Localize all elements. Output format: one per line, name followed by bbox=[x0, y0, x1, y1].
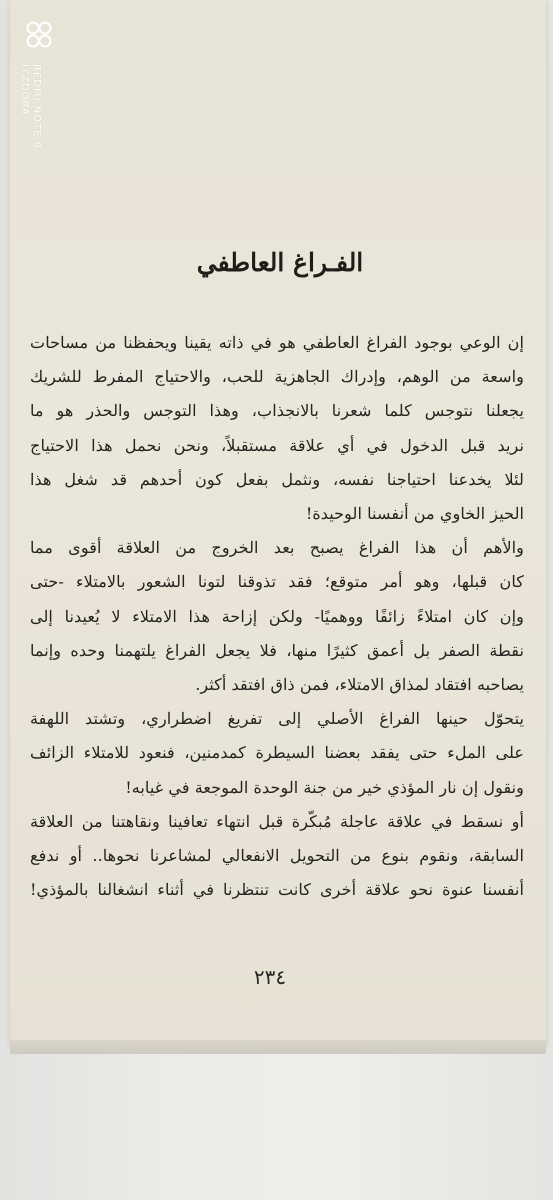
watermark-author: IYZDORA bbox=[19, 64, 30, 116]
camera-logo-icon bbox=[24, 20, 54, 50]
text-line: يجعلنا نتوجس كلما شعرنا بالانجذاب، وهذا التوجس والحذر هو ما bbox=[30, 401, 524, 421]
text-line: كان قبلها، وهو أمر متوقع؛ فقد تذوقنا لتونا الشعور بالامتلاء -حتى bbox=[30, 572, 524, 592]
text-line: ونقول إن نار المؤذي خير من جنة الوحدة الموجعة في غيابه! bbox=[125, 777, 524, 797]
page-edge bbox=[10, 1040, 546, 1054]
text-line: وإن كان امتلاءً زائفًا ووهميًا- ولكن إزاحة هذا الامتلاء لا يُعيدنا إلى bbox=[30, 606, 524, 626]
text-line: أو نسقط في علاقة عاجلة مُبكّرة قبل انتهاء تعافينا ونقاهتنا من العلاقة bbox=[30, 811, 524, 831]
text-line: إن الوعي بوجود الفراغ العاطفي هو في ذاته يقينا ويحفظنا من مساحات bbox=[30, 333, 524, 352]
text-line: على الملء حتى يفقد بعضنا السيطرة كمدمنين، فنعود للامتلاء الزائف bbox=[30, 743, 524, 763]
text-line: والأهم أن هذا الفراغ يصبح بعد الخروج من العلاقة أقوى مما bbox=[30, 538, 524, 558]
text-line: يصاحبه افتقاد لمذاق الامتلاء، فمن ذاق افتقد أكثر. bbox=[195, 675, 524, 695]
page-number: ٢٣٤ bbox=[253, 965, 287, 989]
text-line: الحيز الخاوي من أنفسنا الوحيدة! bbox=[305, 504, 524, 524]
text-line: أنفسنا عنوة نحو علاقة أخرى كانت تنتظرنا في أثناء انشغالنا بالمؤذي! bbox=[30, 880, 524, 900]
camera-watermark bbox=[18, 16, 62, 196]
paragraph-2 bbox=[30, 531, 524, 702]
text-line: السابقة، ونقوم بنوع من التحويل الانفعالي لمشاعرنا نحوها.. أو ندفع bbox=[30, 846, 524, 866]
paragraph-4 bbox=[30, 805, 524, 908]
watermark-text bbox=[18, 64, 42, 149]
text-line: يتحوّل حينها الفراغ الأصلي إلى تفريغ اضطراري، وتشتد اللهفة bbox=[30, 709, 524, 729]
text-line: نريد قبل الدخول في أي علاقة مستقبلاً، ونحن نحمل هذا الاحتياج bbox=[30, 435, 524, 455]
watermark-device: REDMI NOTE 8 bbox=[31, 64, 42, 150]
paragraph-3 bbox=[30, 702, 524, 805]
chapter-title: الفـراغ العاطفي bbox=[196, 248, 364, 277]
text-line: واسعة من الوهم، وإدراك الجاهزية للحب، والاحتياج المفرط للشريك bbox=[30, 367, 524, 387]
chapter-body bbox=[30, 326, 524, 907]
text-line: نقطة الصفر بل أعمق كثيرًا منها، فلا يجعل الفراغ يلتهمنا وحده وإنما bbox=[30, 640, 524, 660]
text-line: لئلا يخدعنا احتياجنا نفسه، ونثمل بفعل كون أحدهم قد شغل هذا bbox=[30, 469, 524, 489]
paragraph-1 bbox=[30, 326, 524, 531]
